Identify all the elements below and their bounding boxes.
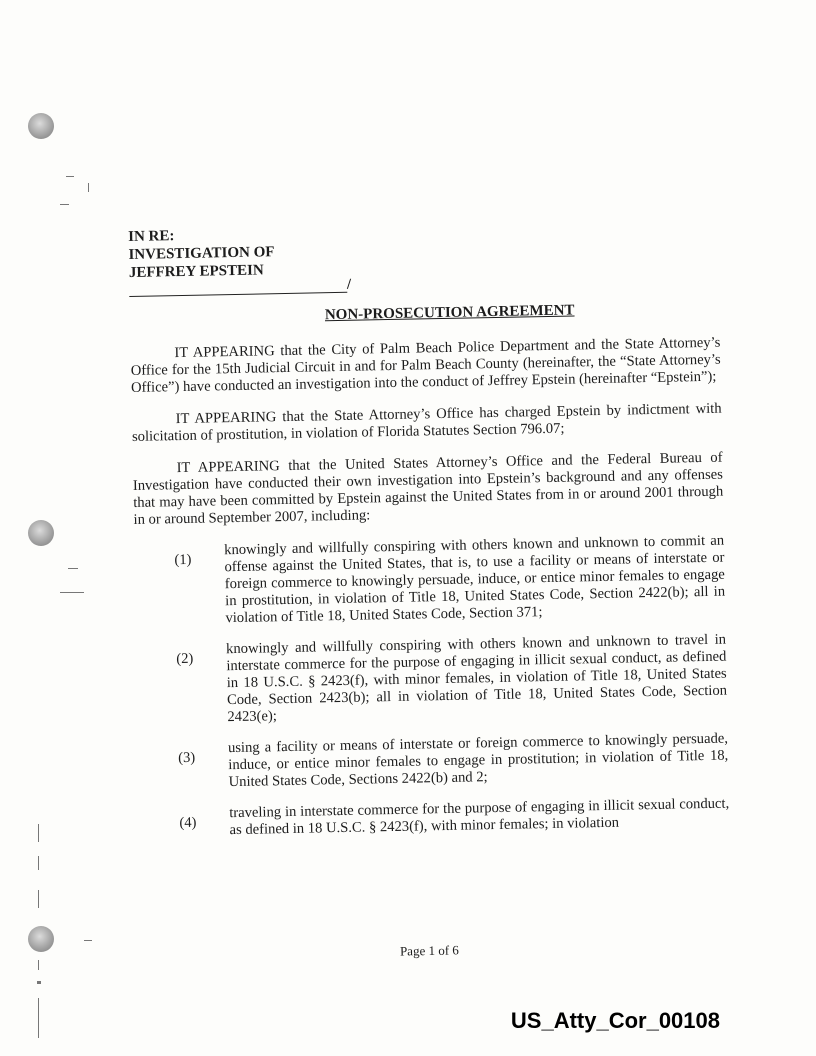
punch-hole-middle (28, 520, 54, 546)
punch-hole-bottom (28, 926, 54, 952)
case-caption (128, 217, 719, 297)
list-number: (4) (179, 814, 197, 832)
scan-speck (38, 856, 39, 870)
scan-speck (66, 176, 74, 177)
list-text: knowingly and willfully conspiring with others known and unknown to commit an offense against the United States, that is, to use a facility or means of interstate or foreign commerce to knowingly persuade, induce, or entice minor females to engage in prostitution, in violation of Title 18, United States Code, Section 2422(b); all in violation of Title 18, United States Code, Section 371; (224, 532, 726, 627)
scan-speck (38, 998, 39, 1038)
list-number: (1) (174, 551, 192, 569)
scan-speck (38, 824, 39, 842)
caption-slash: / (346, 276, 352, 293)
list-item (176, 632, 728, 728)
paragraph: IT APPEARING that the State Attorney’s Office has charged Epstein by indictment with solicitation of prostitution, in violation of Florida Statutes Section 796.07; (131, 400, 722, 445)
list-number: (2) (176, 650, 194, 668)
page-number: Page 1 of 6 (399, 942, 459, 959)
caption-line: IN RE: (128, 228, 175, 245)
list-item (174, 533, 726, 629)
scan-speck (37, 981, 41, 984)
list-number: (3) (178, 749, 196, 767)
list-item (178, 731, 729, 793)
document-body (128, 217, 730, 855)
scan-speck (84, 940, 92, 941)
list-item (179, 796, 730, 841)
scan-speck (68, 568, 78, 569)
scan-speck (38, 890, 39, 908)
bates-number: US_Atty_Cor_00108 (510, 1008, 720, 1033)
list-text: traveling in interstate commerce for the purpose of engaging in illicit sexual conduct, as defined in 18 U.S.C. § 2423(f), with minor females; in violation (229, 795, 730, 839)
list-text: knowingly and willfully conspiring with others known and unknown to travel in interstate commerce for the purpose of engaging in illicit sexual conduct, as defined in 18 U.S.C. § 2423(f), with minor females, in violation of Title 18, United States Code, Section 2423(b); all in violation of Title 18, United States Code, Section 2423(e); (225, 631, 728, 726)
paragraph: IT APPEARING that the City of Palm Beach Police Department and the State Attorney’s Office for the 15th Judicial Circuit in and for Palm Beach County (hereinafter, the “State Attorney’s Office”) have conducted an investigation into the conduct of Jeffrey Epstein (hereinafter “Epstein”); (130, 334, 721, 396)
punch-hole-top (28, 113, 54, 139)
paragraph: IT APPEARING that the United States Attorney’s Office and the Federal Bureau of Investigation have conducted their own investigation into Epstein’s background and any offenses that may have been committed by Epstein against the United States from in or around 2001 through in or around September 2007, including: (132, 449, 724, 528)
caption-line: INVESTIGATION OF (128, 244, 275, 263)
scan-speck (38, 960, 39, 970)
scan-speck (60, 204, 69, 205)
list-text: using a facility or means of interstate or foreign commerce to knowingly persuade, induce, or entice minor females to engage in prostitution; in violation of Title 18, United States Code, Sections 2422(b) and 2; (227, 730, 729, 791)
caption-underline (129, 276, 352, 297)
scan-speck (88, 183, 89, 192)
document-title: NON-PROSECUTION AGREEMENT (324, 302, 575, 324)
caption-line: JEFFREY EPSTEIN (128, 262, 264, 281)
scan-speck (60, 592, 84, 593)
